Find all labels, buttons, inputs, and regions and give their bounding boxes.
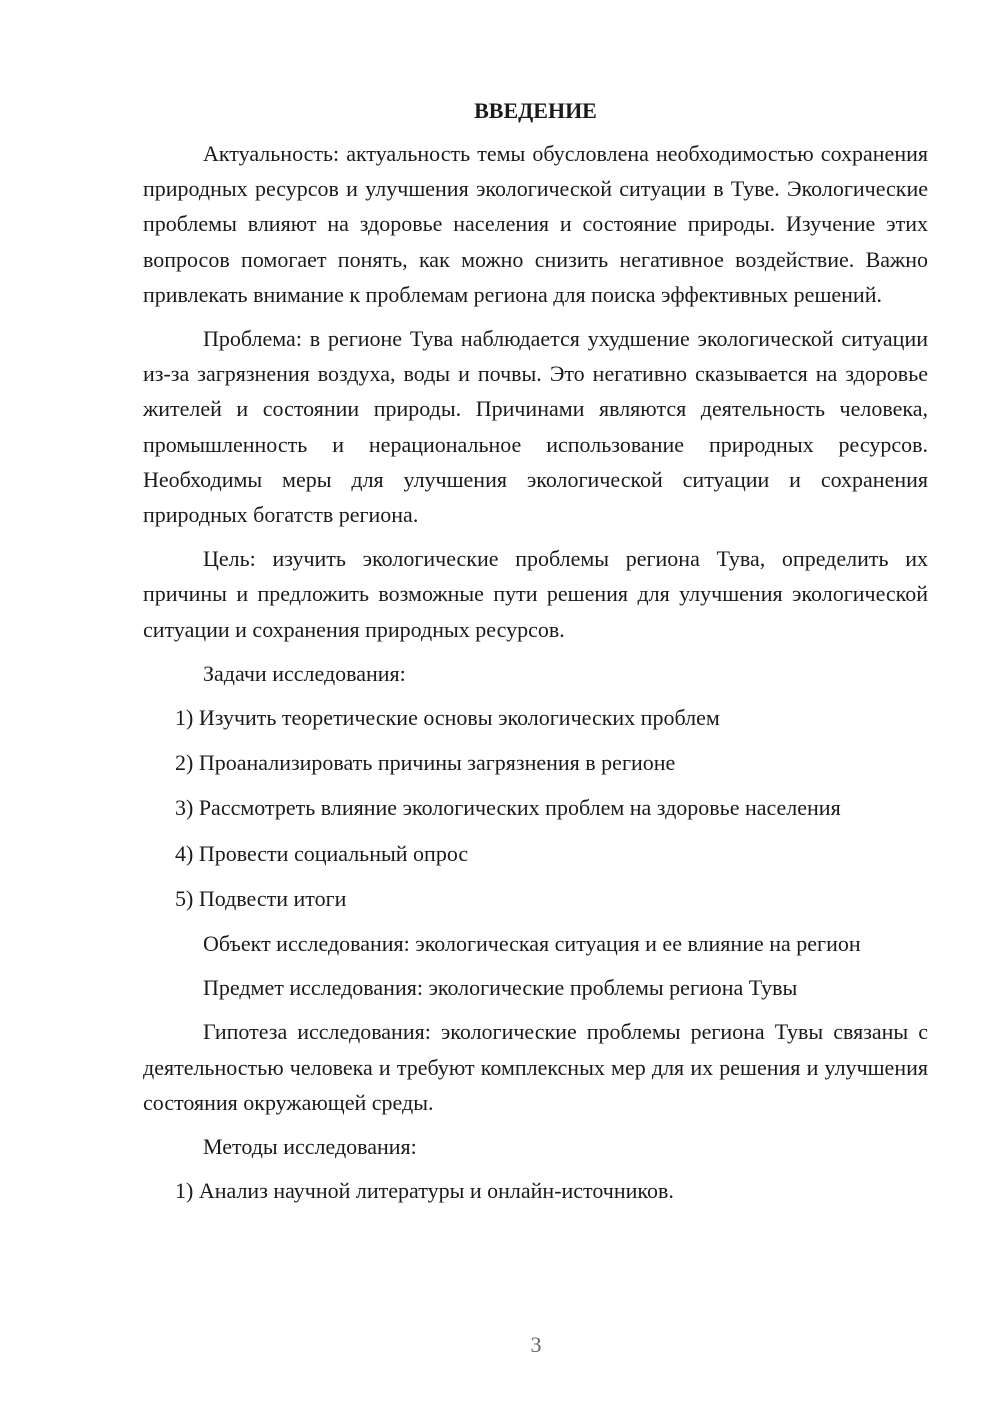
goal-paragraph: Цель: изучить экологические проблемы региона Тува, определить их причины и предложить возможные пути решения для улучшения экологической ситуации и сохранения природных ресурсов. <box>143 546 928 642</box>
tasks-heading: Задачи исследования: <box>203 660 406 686</box>
method-item-1: 1) Анализ научной литературы и онлайн-источников. <box>175 1178 674 1204</box>
page-number: 3 <box>530 1332 542 1357</box>
task-item-2: 2) Проанализировать причины загрязнения в регионе <box>175 750 676 776</box>
document-body <box>143 96 928 1218</box>
task-item-3: 3) Рассмотреть влияние экологических проблем на здоровье населения <box>175 795 841 821</box>
task-item-1: 1) Изучить теоретические основы экологических проблем <box>175 705 720 731</box>
task-item-5: 5) Подвести итоги <box>175 885 347 911</box>
subject-paragraph: Предмет исследования: экологические проблемы региона Тувы <box>203 975 798 1001</box>
object-paragraph: Объект исследования: экологическая ситуация и ее влияние на регион <box>203 931 861 957</box>
relevance-paragraph: Актуальность: актуальность темы обусловлена необходимостью сохранения природных ресурсов и улучшения экологической ситуации в Туве. Экологические проблемы влияют на здоровье населения и состояние природы. Изучение этих вопросов помогает понять, как можно снизить негативное воздействие. Важно привлекать внимание к проблемам региона для поиска эффективных решений. <box>143 141 928 307</box>
task-item-4: 4) Провести социальный опрос <box>175 840 469 866</box>
section-title: ВВЕДЕНИЕ <box>474 98 597 123</box>
methods-heading: Методы исследования: <box>203 1134 417 1160</box>
problem-paragraph: Проблема: в регионе Тува наблюдается ухудшение экологической ситуации из-за загрязнения воздуха, воды и почвы. Это негативно сказывается на здоровье жителей и состоянии природы. Причинами являются деятельность человека, промышленность и нерациональное использование природных ресурсов. Необходимы меры для улучшения экологической ситуации и сохранения природных богатств региона. <box>143 326 928 528</box>
hypothesis-paragraph: Гипотеза исследования: экологические проблемы региона Тувы связаны с деятельностью человека и требуют комплексных мер для их решения и улучшения состояния окружающей среды. <box>143 1019 928 1115</box>
